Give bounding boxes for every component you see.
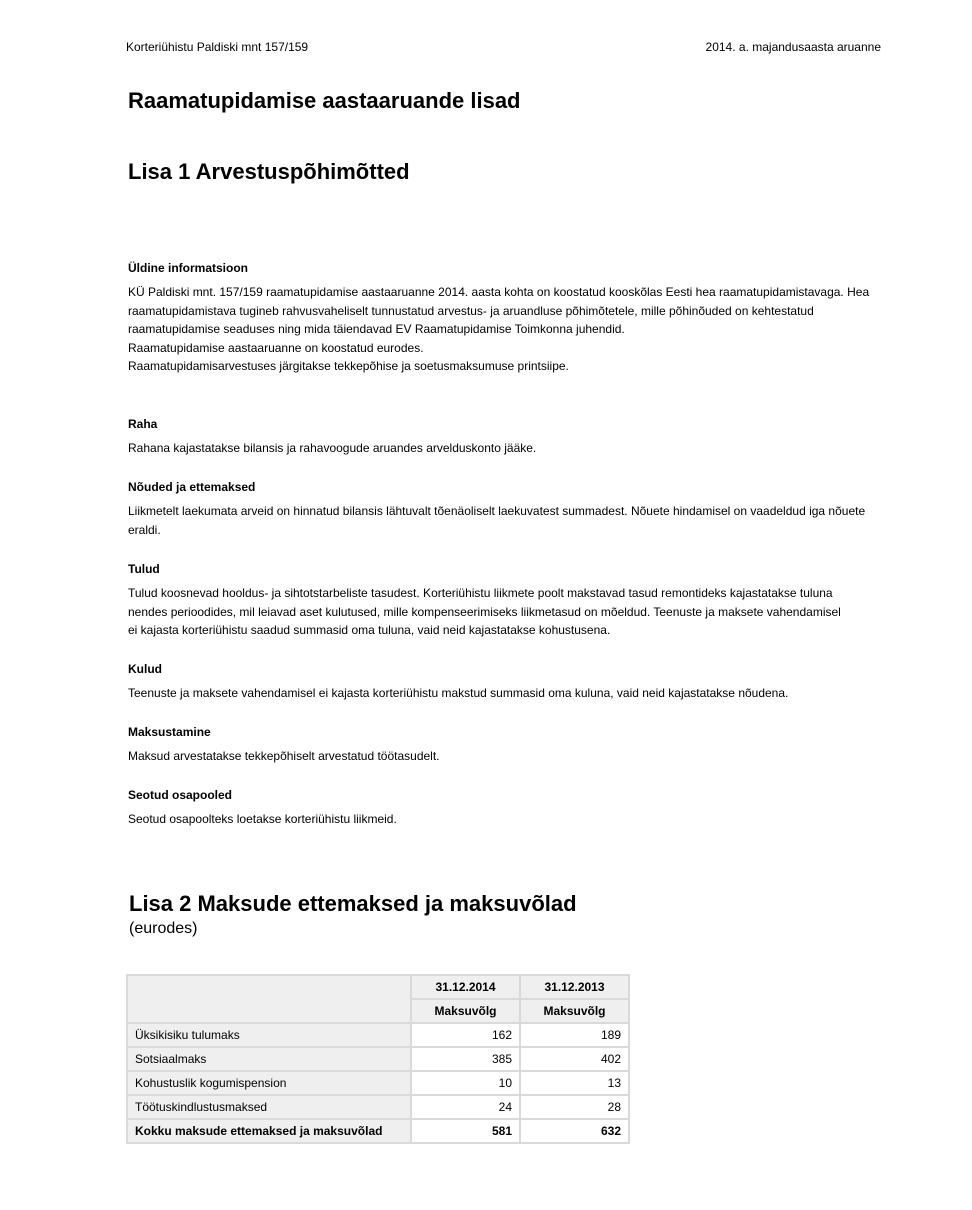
section-body — [128, 747, 908, 766]
lisa1-title: Lisa 1 Arvestuspõhimõtted — [128, 159, 410, 184]
text-line: Tulud koosnevad hooldus- ja sihtotstarbeliste tasudest. Korteriühistu liikmete poolt makstavad tasud remontideks kajastatakse tuluna — [128, 586, 833, 600]
section-title: Seotud osapooled — [128, 788, 233, 802]
text-line: raamatupidamistava tugineb rahvusvaheliselt tunnustatud arvestus- ja aruandluse põhimõtetele, mille põhinõuded on kehtestatud — [128, 303, 814, 318]
total-value: 632 — [520, 1119, 629, 1143]
section-title: Kulud — [128, 662, 162, 676]
section-body — [128, 283, 908, 376]
text-line: nendes perioodides, mil leiavad aset kulutused, mille kompenseerimiseks liikmetasud on mõeldud. Teenuste ja maksete vahendamisel — [128, 604, 841, 619]
text-line: Teenuste ja maksete vahendamisel ei kajasta korteriühistu makstud summasid oma kuluna, vaid neid kajastatakse nõudena. — [128, 686, 789, 700]
total-value: 581 — [411, 1119, 520, 1143]
table-row — [127, 1023, 629, 1047]
total-label: Kokku maksude ettemaksed ja maksuvõlad — [127, 1119, 411, 1143]
table-row — [127, 1095, 629, 1119]
row-value: 385 — [411, 1047, 520, 1071]
table-row — [127, 1071, 629, 1095]
column-date: 31.12.2014 — [411, 975, 520, 999]
text-line: Rahana kajastatakse bilansis ja rahavoogude aruandes arvelduskonto jääke. — [128, 441, 537, 455]
section-kulud — [128, 662, 908, 703]
text-line: KÜ Paldiski mnt. 157/159 raamatupidamise aastaaruanne 2014. aasta kohta on koostatud kooskõlas Eesti hea raamatupidamistavaga. Hea — [128, 285, 870, 299]
row-value: 13 — [520, 1071, 629, 1095]
section-title: Nõuded ja ettemaksed — [128, 480, 256, 494]
row-label: Kohustuslik kogumispension — [127, 1071, 411, 1095]
section-maksustamine — [128, 725, 908, 766]
section-body — [128, 502, 908, 539]
section-body — [128, 684, 908, 703]
section-tulud — [128, 562, 908, 640]
row-value: 402 — [520, 1047, 629, 1071]
row-label: Töötuskindlustusmaksed — [127, 1095, 411, 1119]
section-title: Raha — [128, 417, 158, 431]
table-row — [127, 1047, 629, 1071]
text-line: Maksud arvestatakse tekkepõhiselt arvestatud töötasudelt. — [128, 749, 440, 763]
section-body — [128, 439, 908, 458]
lisa2-subtitle: (eurodes) — [129, 920, 198, 937]
page-title: Raamatupidamise aastaaruande lisad — [128, 88, 521, 113]
section-raha — [128, 417, 908, 458]
row-label: Üksikisiku tulumaks — [127, 1023, 411, 1047]
section-title: Maksustamine — [128, 725, 211, 739]
lisa2-title: Lisa 2 Maksude ettemaksed ja maksuvõlad — [129, 891, 577, 916]
page-header-left: Korteriühistu Paldiski mnt 157/159 — [126, 40, 309, 54]
row-value: 28 — [520, 1095, 629, 1119]
section-title: Tulud — [128, 562, 160, 576]
row-value: 189 — [520, 1023, 629, 1047]
row-value: 10 — [411, 1071, 520, 1095]
row-value: 24 — [411, 1095, 520, 1119]
row-value: 162 — [411, 1023, 520, 1047]
section-body — [128, 810, 908, 829]
text-line: Raamatupidamise aastaaruanne on koostatud eurodes. — [128, 340, 424, 355]
table-corner-cell — [127, 975, 411, 1023]
text-line: Liikmetelt laekumata arveid on hinnatud bilansis lähtuvalt tõenäoliselt laekuvatest summadest. Nõuete hindamisel on vaadeldud iga nõuete — [128, 504, 866, 518]
text-line: raamatupidamise seaduses ning mida täiendavad EV Raamatupidamise Toimkonna juhendid. — [128, 322, 625, 337]
column-label: Maksuvõlg — [411, 999, 520, 1023]
section-general-info — [128, 261, 908, 376]
text-line: ei kajasta korteriühistu saadud summasid oma tuluna, vaid neid kajastatakse kohustusena. — [128, 623, 611, 638]
section-title: Üldine informatsioon — [128, 261, 248, 275]
column-date: 31.12.2013 — [520, 975, 629, 999]
section-body — [128, 584, 908, 640]
page-header-right: 2014. a. majandusaasta aruanne — [705, 40, 881, 54]
text-line: eraldi. — [128, 522, 161, 537]
table-total-row — [127, 1119, 629, 1143]
table-header-row — [127, 975, 629, 999]
row-label: Sotsiaalmaks — [127, 1047, 411, 1071]
column-label: Maksuvõlg — [520, 999, 629, 1023]
text-line: Raamatupidamisarvestuses järgitakse tekkepõhise ja soetusmaksumuse printsiipe. — [128, 359, 569, 374]
section-seotud-osapooled — [128, 788, 908, 829]
section-nouded — [128, 480, 908, 539]
tax-table — [126, 974, 630, 1144]
text-line: Seotud osapoolteks loetakse korteriühistu liikmeid. — [128, 812, 397, 826]
